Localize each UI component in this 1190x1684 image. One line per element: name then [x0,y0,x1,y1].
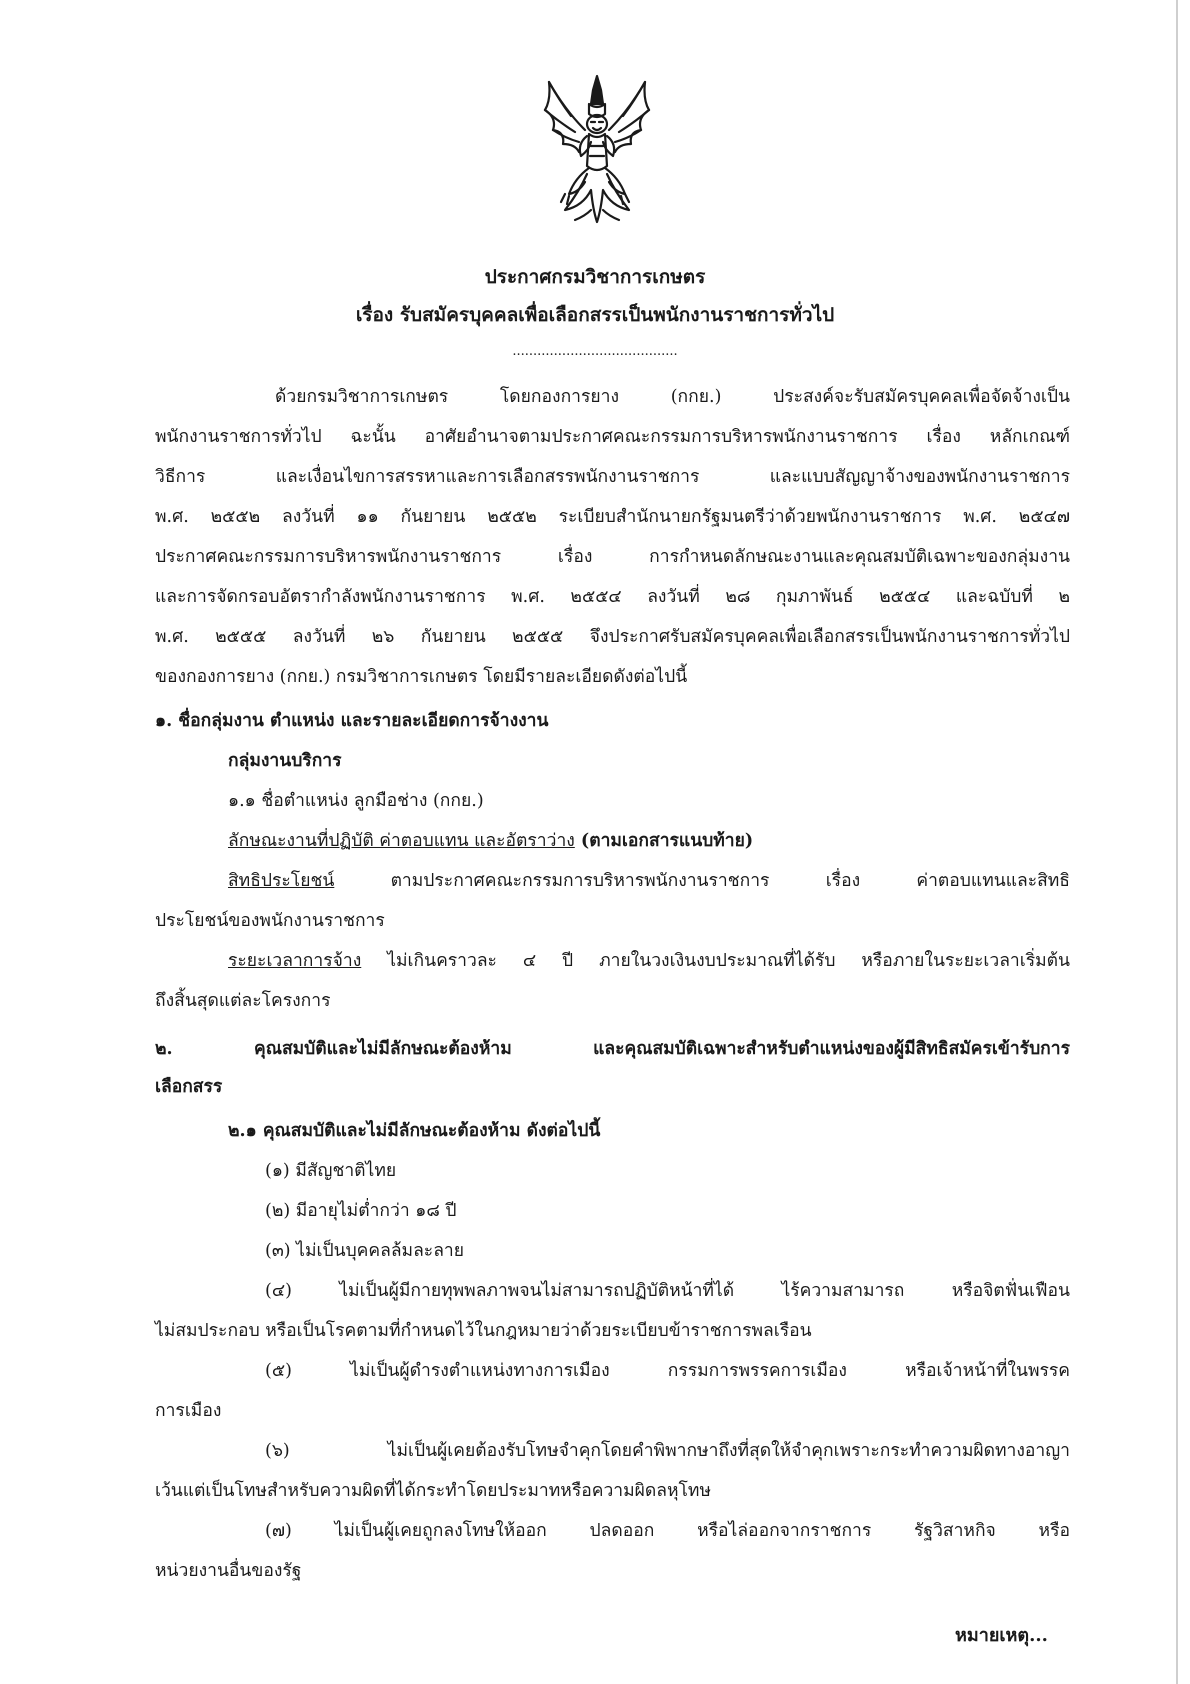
qualification-item: (๓) ไม่เป็นบุคคลล้มละลาย [265,1241,465,1261]
page-edge [1176,0,1178,1684]
intro-line: พนักงานราชการทั่วไป ฉะนั้น อาศัยอำนาจตามประกาศคณะกรรมการบริหารพนักงานราชการ เรื่อง หลักเกณฑ์ [155,427,1070,447]
title-separator: ........................................ [512,344,678,359]
intro-line: ด้วยกรมวิชาการเกษตร โดยกองการยาง (กกย.) ประสงค์จะรับสมัครบุคคลเพื่อจัดจ้างเป็น [275,387,1070,407]
intro-line: ของกองการยาง (กกย.) กรมวิชาการเกษตร โดยมีรายละเอียดดังต่อไปนี้ [155,667,688,687]
section-2-1-heading: ๒.๑ คุณสมบัติและไม่มีลักษณะต้องห้าม ดังต่อไปนี้ [228,1121,601,1141]
qualification-item: (๔) ไม่เป็นผู้มีกายทุพพลภาพจนไม่สามารถปฏิบัติหน้าที่ได้ ไร้ความสามารถ หรือจิตฟั่นเฟือน [265,1281,1070,1301]
duties-line [228,826,753,856]
qualification-item: (๗) ไม่เป็นผู้เคยถูกลงโทษให้ออก ปลดออก หรือไล่ออกจากราชการ รัฐวิสาหกิจ หรือ [265,1521,1070,1541]
continued-note: หมายเหตุ... [955,1625,1048,1646]
qualification-item: (๖) ไม่เป็นผู้เคยต้องรับโทษจำคุกโดยคำพิพากษาถึงที่สุดให้จำคุกเพราะกระทำความผิดทางอาญา [265,1441,1070,1461]
period-label: ระยะเวลาการจ้าง [228,951,362,971]
benefits-continuation: ประโยชน์ของพนักงานราชการ [155,911,385,931]
qualification-item-continuation: ไม่สมประกอบ หรือเป็นโรคตามที่กำหนดไว้ในกฎหมายว่าด้วยระเบียบข้าราชการพลเรือน [155,1321,812,1341]
intro-line: พ.ศ. ๒๕๕๒ ลงวันที่ ๑๑ กันยายน ๒๕๕๒ ระเบียบสำนักนายกรัฐมนตรีว่าด้วยพนักงานราชการ พ.ศ. ๒๕๔๗ [155,507,1070,527]
garuda-emblem-icon [535,70,660,230]
period-line [228,946,1070,976]
period-text: ไม่เกินคราวละ ๔ ปี ภายในวงเงินงบประมาณที่ได้รับ หรือภายในระยะเวลาเริ่มต้น [361,951,1070,971]
intro-line: วิธีการ และเงื่อนไขการสรรหาและการเลือกสรรพนักงานราชการ และแบบสัญญาจ้างของพนักงานราชการ [155,467,1070,487]
position-name: ๑.๑ ชื่อตำแหน่ง ลูกมือช่าง (กกย.) [228,791,484,811]
duties-label: ลักษณะงานที่ปฏิบัติ ค่าตอบแทน และอัตราว่าง [228,831,575,851]
period-continuation: ถึงสิ้นสุดแต่ละโครงการ [155,991,331,1011]
qualification-item-continuation: เว้นแต่เป็นโทษสำหรับความผิดที่ได้กระทำโดยประมาทหรือความผิดลหุโทษ [155,1481,711,1501]
intro-line: พ.ศ. ๒๕๕๕ ลงวันที่ ๒๖ กันยายน ๒๕๕๕ จึงประกาศรับสมัครบุคคลเพื่อเลือกสรรเป็นพนักงานราชการทั่วไป [155,627,1070,647]
service-group-label: กลุ่มงานบริการ [228,751,342,771]
qualification-item: (๒) มีอายุไม่ต่ำกว่า ๑๘ ปี [265,1201,457,1221]
benefits-text: ตามประกาศคณะกรรมการบริหารพนักงานราชการ เรื่อง ค่าตอบแทนและสิทธิ [334,871,1070,891]
benefits-label: สิทธิประโยชน์ [228,871,335,891]
qualification-item: (๕) ไม่เป็นผู้ดำรงตำแหน่งทางการเมือง กรรมการพรรคการเมือง หรือเจ้าหน้าที่ในพรรค [265,1361,1070,1381]
intro-line: และการจัดกรอบอัตรากำลังพนักงานราชการ พ.ศ. ๒๕๕๔ ลงวันที่ ๒๘ กุมภาพันธ์ ๒๕๕๔ และฉบับที่ ๒ [155,587,1070,607]
qualification-item: (๑) มีสัญชาติไทย [265,1161,397,1181]
announcement-title: ประกาศกรมวิชาการเกษตร [484,266,706,288]
benefits-line [228,866,1070,896]
duties-note: (ตามเอกสารแนบท้าย) [574,831,754,851]
section-1-heading: ๑. ชื่อกลุ่มงาน ตำแหน่ง และรายละเอียดการจ้างงาน [155,711,549,731]
qualification-item-continuation: การเมือง [155,1401,222,1421]
section-2-heading: ๒. คุณสมบัติและไม่มีลักษณะต้องห้าม และคุณสมบัติเฉพาะสำหรับตำแหน่งของผู้มีสิทธิสมัครเข้ารับการ [155,1039,1070,1059]
intro-line: ประกาศคณะกรรมการบริหารพนักงานราชการ เรื่อง การกำหนดลักษณะงานและคุณสมบัติเฉพาะของกลุ่มงาน [155,547,1070,567]
qualification-item-continuation: หน่วยงานอื่นของรัฐ [155,1561,302,1581]
announcement-subject: เรื่อง รับสมัครบุคคลเพื่อเลือกสรรเป็นพนักงานราชการทั่วไป [355,304,835,326]
section-2-heading-continuation: เลือกสรร [155,1077,223,1097]
